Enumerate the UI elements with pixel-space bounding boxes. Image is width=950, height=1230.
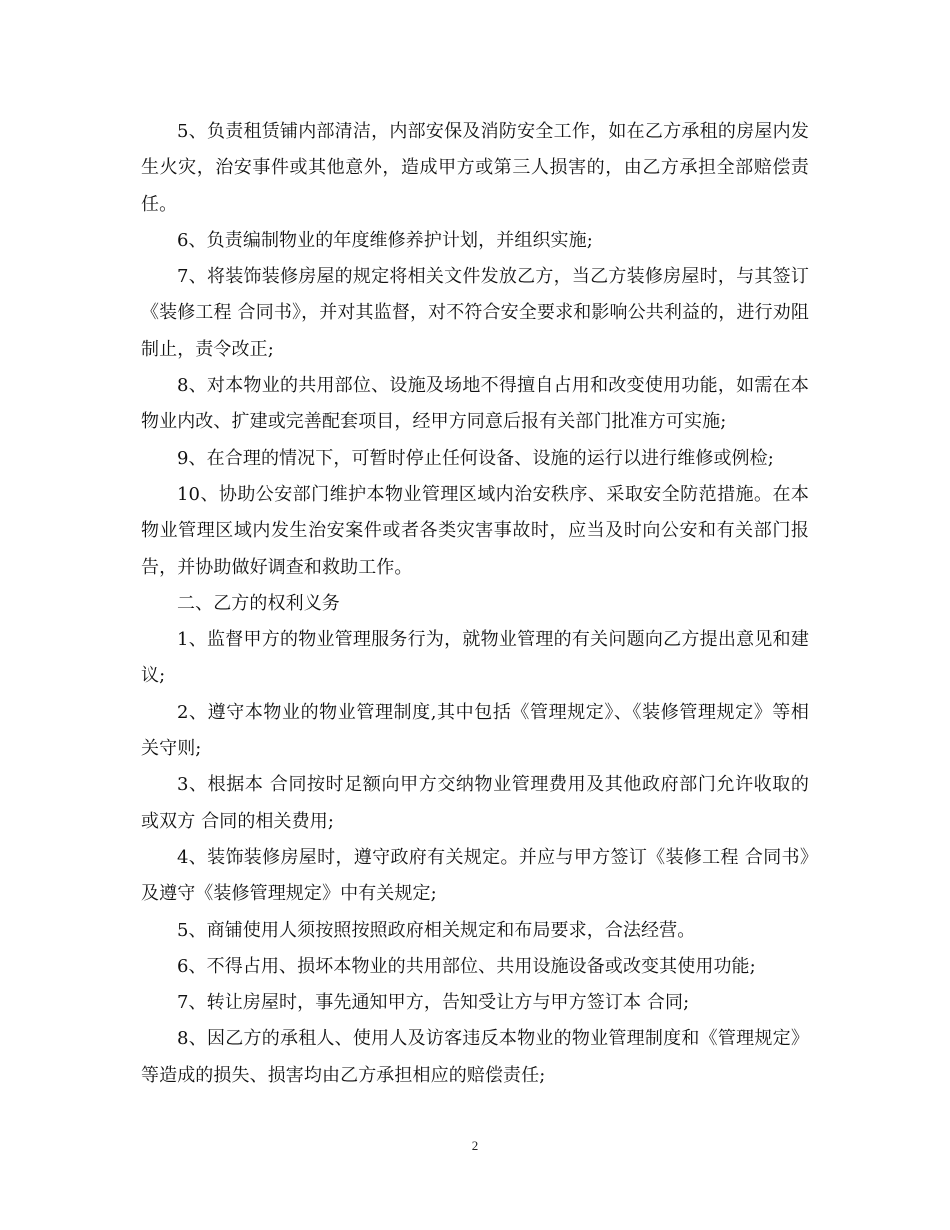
paragraph-4: 8、对本物业的共用部位、设施及场地不得擅自占用和改变使用功能，如需在本物业内改、扩建或完善配套项目，经甲方同意后报有关部门批准方可实施; (141, 375, 809, 433)
document-body (141, 114, 809, 1094)
paragraph-2: 6、负责编制物业的年度维修养护计划，并组织实施; (177, 229, 593, 251)
paragraph-11: 4、装饰装修房屋时，遵守政府有关规定。并应与甲方签订《装修工程 合同书》及遵守《装修管理规定》中有关规定; (141, 846, 809, 905)
paragraph-6: 10、协助公安部门维护本物业管理区域内治安秩序、采取安全防范措施。在本物业管理区域内发生治安案件或者各类灾害事故时，应当及时向公安和有关部门报告，并协助做好调查和救助工作。 (141, 483, 809, 578)
paragraph-3: 7、将装饰装修房屋的规定将相关文件发放乙方，当乙方装修房屋时，与其签订《装修工程 合同书》，并对其监督，对不符合安全要求和影响公共利益的，进行劝阻制止，责令改正; (141, 266, 809, 360)
paragraph-10: 3、根据本 合同按时足额向甲方交纳物业管理费用及其他政府部门允许收取的或双方 合同的相关费用; (141, 774, 809, 832)
paragraph-13: 6、不得占用、损坏本物业的共用部位、共用设施设备或改变其使用功能; (177, 955, 756, 977)
paragraph-15: 8、因乙方的承租人、使用人及访客违反本物业的物业管理制度和《管理规定》等造成的损失、损害均由乙方承担相应的赔偿责任; (141, 1028, 809, 1086)
paragraph-5: 9、在合理的情况下，可暂时停止任何设备、设施的运行以进行维修或例检; (177, 447, 774, 469)
paragraph-14: 7、转让房屋时，事先通知甲方，告知受让方与甲方签订本 合同; (177, 992, 690, 1014)
paragraph-1: 5、负责租赁铺内部清洁，内部安保及消防安全工作，如在乙方承租的房屋内发生火灾，治安事件或其他意外，造成甲方或第三人损害的，由乙方承担全部赔偿责任。 (141, 121, 809, 215)
paragraph-8: 1、监督甲方的物业管理服务行为，就物业管理的有关问题向乙方提出意见和建议; (141, 629, 809, 687)
section-heading: 二、乙方的权利义务 (177, 592, 340, 614)
page-number: 2 (471, 1138, 479, 1153)
paragraph-9: 2、遵守本物业的物业管理制度,其中包括《管理规定》、《装修管理规定》等相关守则; (141, 701, 809, 760)
paragraph-12: 5、商铺使用人须按照按照政府相关规定和布局要求，合法经营。 (177, 919, 696, 941)
